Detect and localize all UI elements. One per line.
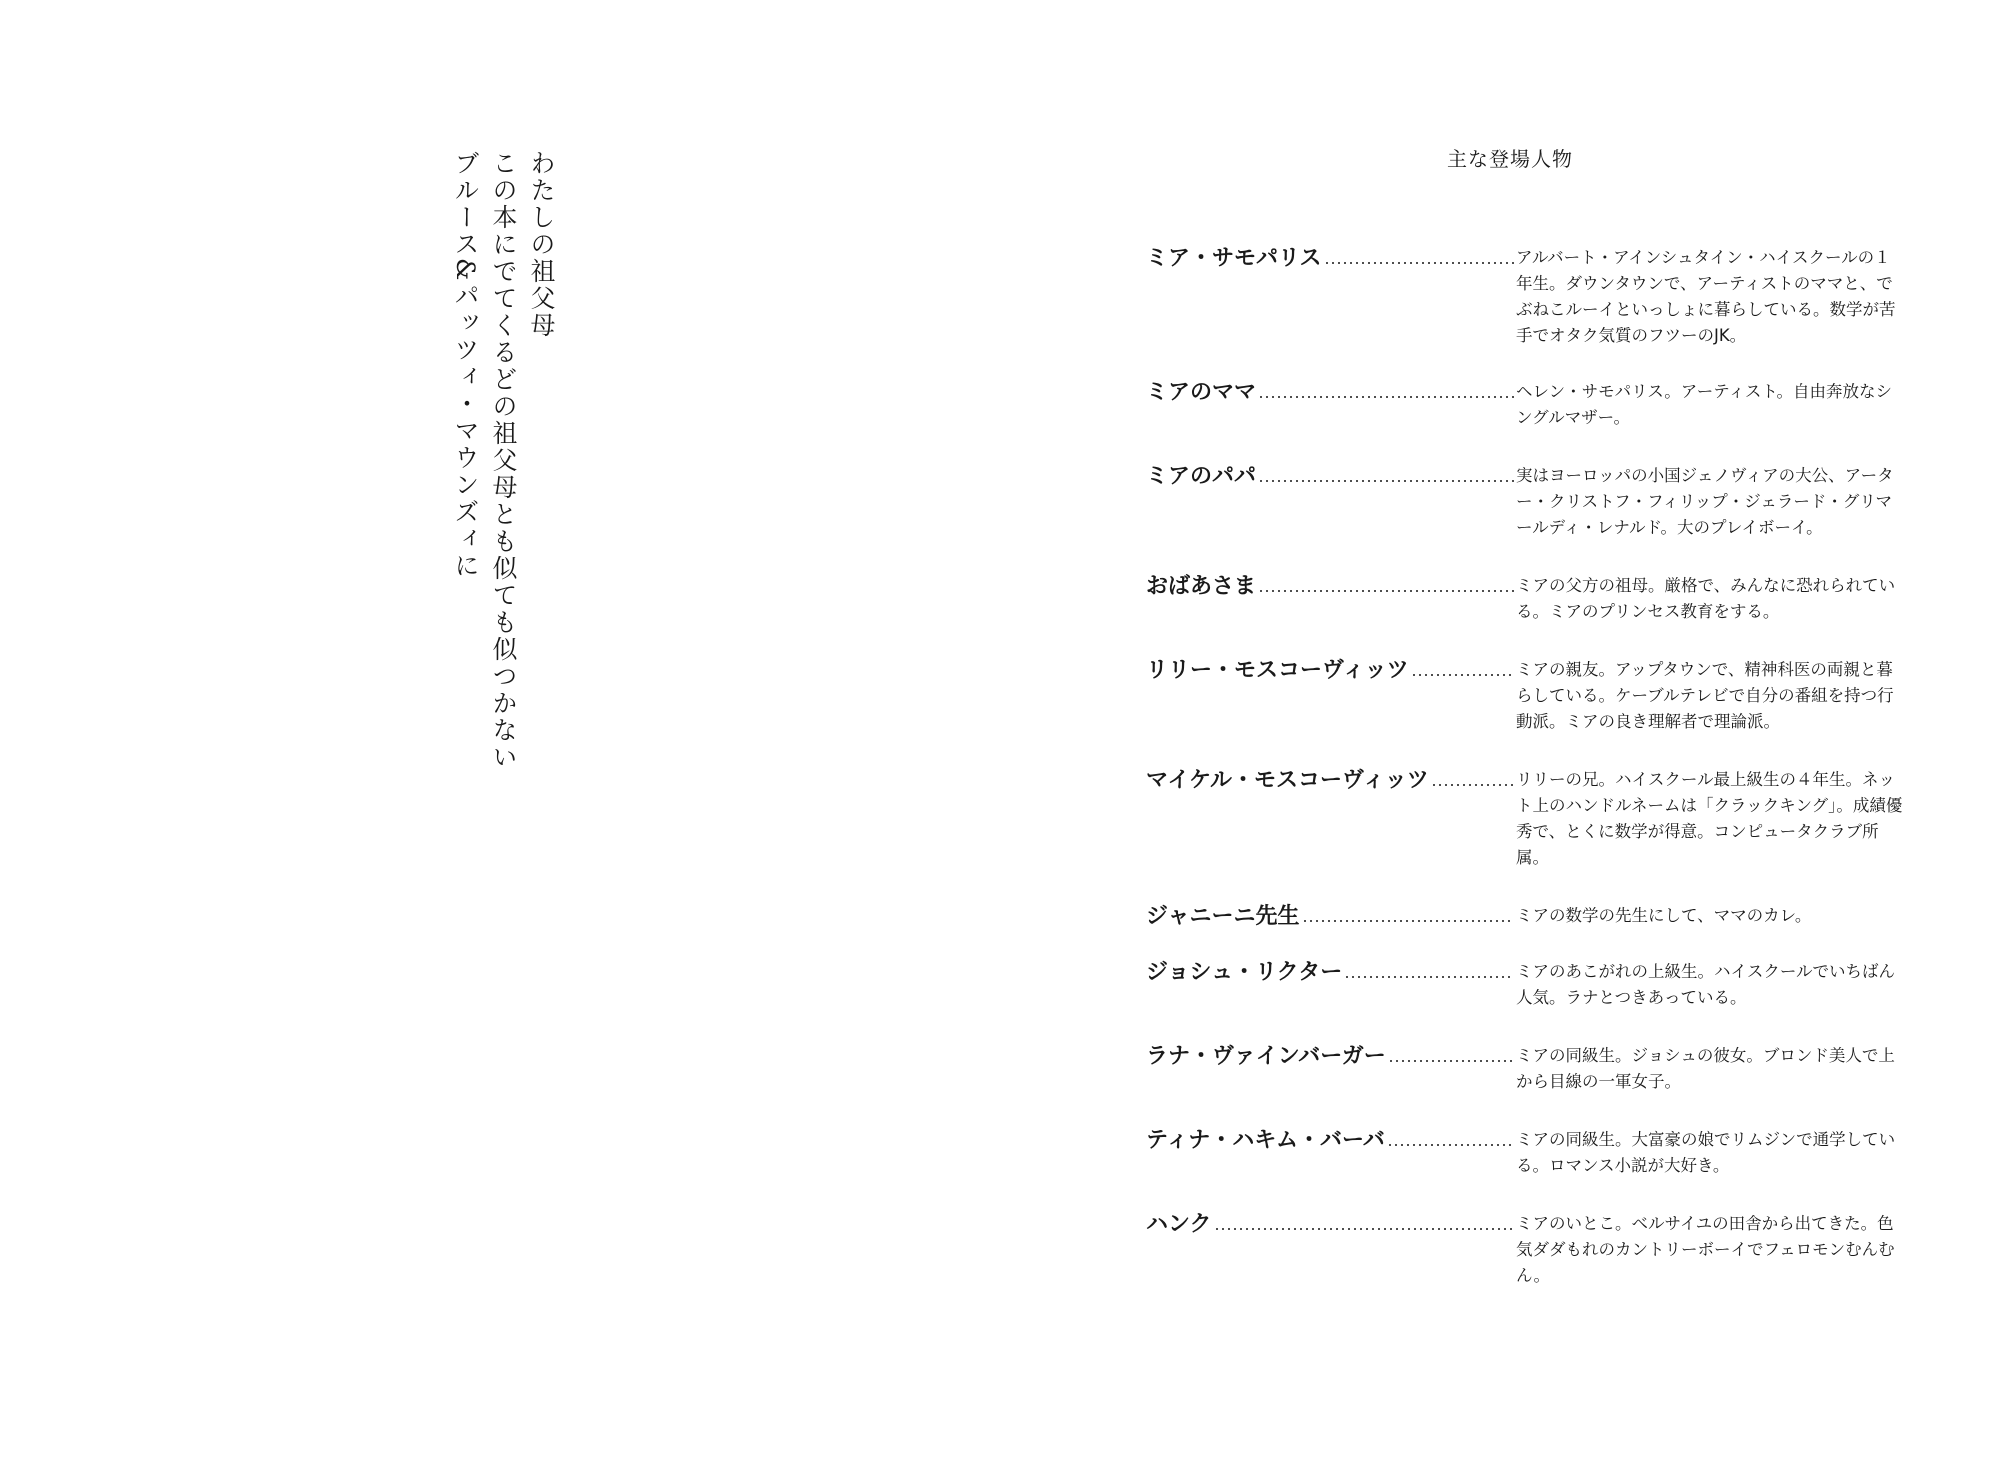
dot-leader	[1431, 765, 1514, 795]
character-description: 実はヨーロッパの小国ジェノヴィアの大公、アーター・クリストフ・フィリップ・ジェラード・グリマールディ・レナルド。大のプレイボーイ。	[1516, 466, 1894, 537]
character-name: ミアのパパ	[1146, 463, 1257, 489]
character-description: ヘレン・サモパリス。アーティスト。自由奔放なシングルマザー。	[1516, 382, 1892, 427]
dot-leader	[1302, 901, 1514, 931]
character-name: ハンク	[1146, 1211, 1212, 1237]
dot-leader	[1258, 571, 1514, 601]
dedication	[430, 150, 560, 790]
dot-leader	[1258, 377, 1514, 407]
character-description: ミアの数学の先生にして、ママのカレ。	[1516, 906, 1812, 925]
character-entry	[1146, 901, 1906, 957]
character-entry	[1146, 461, 1906, 571]
dot-leader	[1411, 655, 1514, 685]
character-name: おばあさま	[1146, 573, 1257, 599]
dot-leader	[1214, 1209, 1514, 1239]
character-entry	[1146, 1041, 1906, 1125]
character-description: ミアのいとこ。ベルサイユの田舎から出てきた。色気ダダもれのカントリーボーイでフェロモンむんむん。	[1516, 1214, 1895, 1285]
character-entry	[1146, 1209, 1906, 1319]
character-description: ミアの同級生。大富豪の娘でリムジンで通学している。ロマンス小説が大好き。	[1516, 1130, 1896, 1175]
character-name: ミア・サモパリス	[1146, 245, 1322, 271]
character-name: リリー・モスコーヴィッツ	[1146, 657, 1409, 683]
character-name: ラナ・ヴァインバーガー	[1146, 1043, 1386, 1069]
character-description: ミアの親友。アップタウンで、精神科医の両親と暮らしている。ケーブルテレビで自分の番組を持つ行動派。ミアの良き理解者で理論派。	[1516, 660, 1894, 731]
dedication-line: この本にでてくるどの祖父母とも似ても似つかない	[489, 150, 518, 771]
character-name: ジャニーニ先生	[1146, 903, 1300, 929]
character-entry	[1146, 571, 1906, 655]
character-entry	[1146, 765, 1906, 901]
character-description: ミアの同級生。ジョシュの彼女。ブロンド美人で上から目線の一軍女子。	[1516, 1046, 1895, 1091]
dot-leader	[1258, 461, 1514, 491]
dot-leader	[1344, 957, 1514, 987]
character-description: アルバート・アインシュタイン・ハイスクールの１年生。ダウンタウンで、アーティストのママと、でぶねこルーイといっしょに暮らしている。数学が苦手でオタク気質のフツーのJK。	[1516, 248, 1896, 345]
dot-leader	[1324, 243, 1514, 273]
character-entry	[1146, 377, 1906, 461]
cast-title: 主な登場人物	[1447, 147, 1573, 171]
dot-leader	[1387, 1125, 1514, 1155]
dedication-line: ブルース&パッツィ・マウンズィに	[451, 150, 480, 580]
character-description: リリーの兄。ハイスクール最上級生の４年生。ネット上のハンドルネームは「クラックキング」。成績優秀で、とくに数学が得意。コンピュータクラブ所属。	[1516, 770, 1903, 867]
character-entry	[1146, 243, 1906, 377]
character-name: ジョシュ・リクター	[1146, 959, 1343, 985]
character-name: ティナ・ハキム・バーバ	[1146, 1127, 1385, 1153]
character-name: ミアのママ	[1146, 379, 1257, 405]
character-name: マイケル・モスコーヴィッツ	[1146, 767, 1429, 793]
character-entry	[1146, 1125, 1906, 1209]
character-description: ミアの父方の祖母。厳格で、みんなに恐れられている。ミアのプリンセス教育をする。	[1516, 576, 1896, 621]
character-entry	[1146, 655, 1906, 765]
dedication-line: わたしの祖父母	[527, 150, 556, 339]
character-description: ミアのあこがれの上級生。ハイスクールでいちばん人気。ラナとつきあっている。	[1516, 962, 1896, 1007]
dot-leader	[1388, 1041, 1514, 1071]
character-list	[1146, 243, 1906, 1319]
character-entry	[1146, 957, 1906, 1041]
